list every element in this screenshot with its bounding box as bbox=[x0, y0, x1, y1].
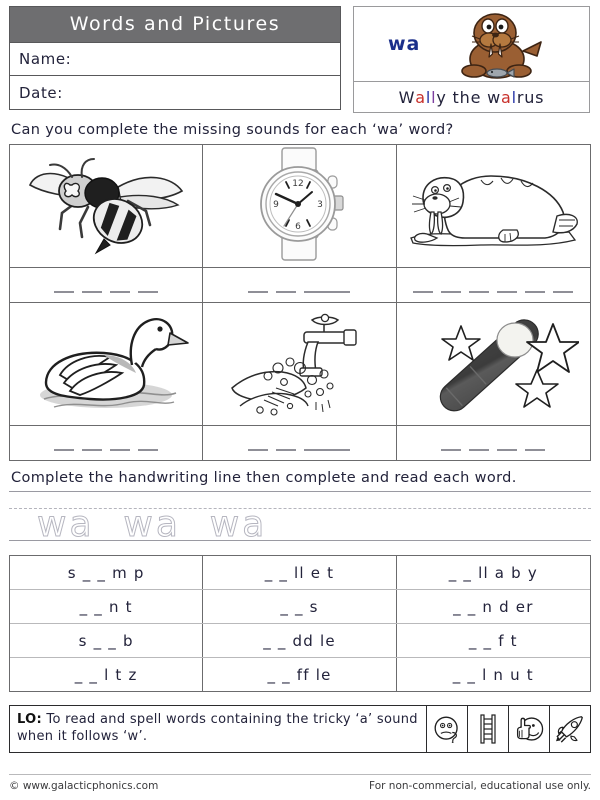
answer-cell-wasp[interactable] bbox=[10, 268, 203, 302]
blank-line[interactable] bbox=[525, 291, 545, 293]
mascot-panel bbox=[353, 6, 590, 113]
word-cell[interactable]: _ _ f t bbox=[468, 631, 518, 650]
table-row bbox=[10, 624, 590, 658]
blank-line[interactable] bbox=[110, 291, 130, 293]
mascot-sound-cell bbox=[354, 7, 589, 82]
picture-grid bbox=[9, 144, 591, 461]
caption-part: a bbox=[415, 87, 426, 107]
date-field[interactable] bbox=[10, 76, 340, 109]
svg-text:9: 9 bbox=[273, 200, 280, 210]
word-cell[interactable]: _ _ ll a b y bbox=[448, 563, 538, 582]
wand-icon bbox=[407, 306, 579, 422]
table-row bbox=[10, 556, 590, 590]
watch-icon bbox=[234, 146, 364, 266]
ladder-icon[interactable] bbox=[467, 706, 508, 752]
footer bbox=[9, 774, 591, 792]
caption-part: y bbox=[436, 87, 447, 107]
answer-cell-wand[interactable] bbox=[397, 426, 590, 460]
word-cell[interactable]: _ _ dd le bbox=[203, 624, 396, 657]
thinking-face-icon[interactable] bbox=[426, 706, 467, 752]
blank-line[interactable] bbox=[110, 449, 130, 451]
caption-part: the bbox=[446, 87, 488, 107]
answer-row bbox=[10, 426, 590, 461]
blank-line[interactable] bbox=[497, 291, 517, 293]
word-cell[interactable]: s _ _ m p bbox=[10, 556, 203, 589]
blank-line[interactable] bbox=[441, 449, 461, 451]
word-cell[interactable]: s _ _ b bbox=[10, 624, 203, 657]
focus-sound-label: wa bbox=[388, 33, 421, 55]
learning-objective-box bbox=[9, 705, 591, 753]
lo-prefix: LO: bbox=[17, 712, 42, 727]
lo-body: To read and spell words containing the tricky ‘a’ sound when it follows ‘w’. bbox=[17, 712, 418, 744]
picture-row bbox=[10, 145, 590, 268]
word-cell[interactable]: _ _ s bbox=[203, 590, 396, 623]
blank-line[interactable] bbox=[469, 291, 489, 293]
blank-line[interactable] bbox=[248, 291, 268, 293]
blank-line[interactable] bbox=[413, 291, 433, 293]
word-cell[interactable]: _ _ l n u t bbox=[452, 665, 534, 684]
handwriting-instruction: Complete the handwriting line then complete and read each word. bbox=[11, 470, 517, 486]
word-cell[interactable]: _ _ l t z bbox=[10, 658, 203, 691]
name-field[interactable] bbox=[10, 43, 340, 76]
answer-cell-walrus[interactable] bbox=[397, 268, 590, 302]
blank-line[interactable] bbox=[525, 449, 545, 451]
table-row bbox=[10, 590, 590, 624]
caption-part: l bbox=[431, 87, 437, 107]
table-row bbox=[10, 658, 590, 691]
caption-part: l bbox=[425, 87, 432, 107]
word-table bbox=[9, 555, 591, 692]
word-cell[interactable]: _ _ ff le bbox=[203, 658, 396, 691]
blank-line[interactable] bbox=[469, 449, 489, 451]
picture-cell-walrus bbox=[397, 145, 590, 267]
blank-line[interactable] bbox=[276, 291, 296, 293]
answer-cell-swan[interactable] bbox=[10, 426, 203, 460]
word-cell[interactable]: _ _ n t bbox=[10, 590, 203, 623]
handwriting-top-rule bbox=[9, 491, 591, 492]
pictures-instruction: Can you complete the missing sounds for each ‘wa’ word? bbox=[11, 122, 454, 138]
picture-cell-water bbox=[203, 303, 396, 425]
blank-line[interactable] bbox=[82, 449, 102, 451]
blank-line[interactable] bbox=[54, 291, 74, 293]
header bbox=[9, 6, 591, 113]
rocket-icon[interactable] bbox=[549, 706, 590, 752]
svg-text:6: 6 bbox=[295, 222, 302, 232]
handwriting-practice-line[interactable] bbox=[9, 491, 591, 545]
walrus-icon bbox=[453, 9, 545, 85]
caption-part: a bbox=[501, 87, 512, 107]
blank-line[interactable] bbox=[276, 449, 296, 451]
blank-line[interactable] bbox=[138, 449, 158, 451]
answer-cell-water[interactable] bbox=[203, 426, 396, 460]
name-label: Name: bbox=[19, 50, 72, 68]
picture-cell-wand bbox=[397, 303, 590, 425]
picture-cell-swan bbox=[10, 303, 203, 425]
footer-divider bbox=[9, 774, 591, 775]
learning-objective-text bbox=[10, 706, 426, 752]
caption-part: W bbox=[398, 87, 416, 107]
blank-line[interactable] bbox=[553, 291, 573, 293]
word-cell[interactable]: _ _ ll e t bbox=[203, 556, 396, 589]
blank-line[interactable] bbox=[304, 449, 350, 451]
blank-line[interactable] bbox=[441, 291, 461, 293]
picture-cell-wasp bbox=[10, 145, 203, 267]
blank-line[interactable] bbox=[54, 449, 74, 451]
footer-usage-note: For non-commercial, educational use only. bbox=[369, 780, 591, 792]
caption-part: w bbox=[487, 87, 501, 107]
blank-line[interactable] bbox=[497, 449, 517, 451]
svg-text:12: 12 bbox=[292, 179, 305, 189]
walrus-photo-icon bbox=[405, 150, 581, 262]
answer-cell-watch[interactable] bbox=[203, 268, 396, 302]
blank-line[interactable] bbox=[248, 449, 268, 451]
word-cell[interactable]: _ _ n d er bbox=[453, 597, 534, 616]
swan-icon bbox=[20, 307, 192, 421]
picture-cell-watch bbox=[203, 145, 396, 267]
picture-row bbox=[10, 303, 590, 426]
handwriting-trace-text: wa wa wa bbox=[37, 504, 268, 545]
caption-part: rus bbox=[516, 87, 545, 107]
date-label: Date: bbox=[19, 83, 63, 102]
answer-row bbox=[10, 268, 590, 303]
blank-line[interactable] bbox=[304, 291, 350, 293]
page-title: Words and Pictures bbox=[10, 7, 340, 43]
svg-text:3: 3 bbox=[317, 200, 324, 210]
caption-part: l bbox=[511, 87, 517, 107]
thumbs-up-face-icon[interactable] bbox=[508, 706, 549, 752]
title-and-fields-panel bbox=[9, 6, 341, 110]
footer-copyright: © www.galacticphonics.com bbox=[9, 780, 159, 792]
blank-line[interactable] bbox=[82, 291, 102, 293]
wasp-icon bbox=[22, 149, 190, 263]
water-tap-icon bbox=[220, 306, 378, 422]
mascot-caption bbox=[354, 82, 589, 112]
blank-line[interactable] bbox=[138, 291, 158, 293]
